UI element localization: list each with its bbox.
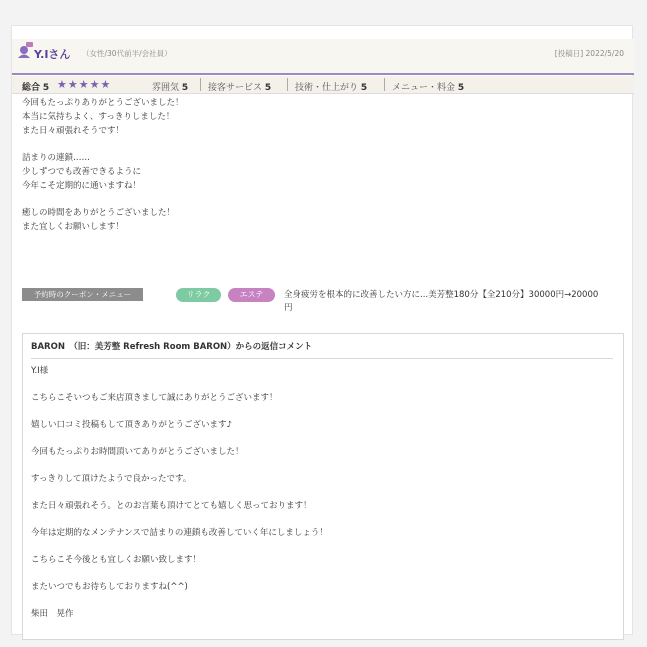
divider xyxy=(384,78,385,91)
rating-service: 接客サービス 5 xyxy=(208,83,272,93)
reply-line: すっきりして頂けたようで良かったです。 xyxy=(31,474,192,484)
reply-box xyxy=(22,333,624,640)
reply-line: 今回もたっぷりお時間頂いてありがとうございました！ xyxy=(31,447,244,457)
star-rating-icon: ★★★★★ xyxy=(57,78,112,91)
ratings-bar xyxy=(12,76,634,94)
reply-line: 嬉しい口コミ投稿もして頂きありがとうございます♪ xyxy=(31,420,232,430)
coupon-row xyxy=(22,288,632,316)
review-body: 今回もたっぷりありがとうございました！ 本当に気持ちよく、すっきりしました！ また日々頑張れそうです！ 詰まりの連鎖…… 少しずつでも改善できるように 今年こそ定期的に通いますね！ 癒しの時間をありがとうございました！ また宜しくお願いします！ xyxy=(22,98,184,233)
tag-relax: リラク xyxy=(176,288,221,302)
reply-line: こちらこそいつもご来店頂きまして誠にありがとうございます！ xyxy=(31,393,278,403)
posted-date: [投稿日] 2022/5/20 xyxy=(554,49,624,58)
reply-body xyxy=(31,365,616,635)
rating-atmosphere: 雰囲気 5 xyxy=(152,83,189,93)
reply-signature: 柴田 晃作 xyxy=(31,609,74,619)
reply-line: 今年は定期的なメンテナンスで詰まりの連鎖も改善していく年にしましょう！ xyxy=(31,528,328,538)
reply-line: Y.I様 xyxy=(31,366,49,376)
tag-esthe: エステ xyxy=(228,288,275,302)
review-card xyxy=(11,25,633,635)
coupon-menu-link[interactable]: 全身疲労を根本的に改善したい方に...美芳整180分【全210分】30000円→20000 円 xyxy=(284,290,599,313)
reply-line: こちらこそ今後とも宜しくお願い致します！ xyxy=(31,555,202,565)
reviewer-name[interactable]: Y.Iさん xyxy=(34,48,71,61)
reviewer-profile: （女性/30代前半/会社員） xyxy=(82,49,172,58)
reply-line: またいつでもお待ちしておりますね(^^) xyxy=(31,582,188,592)
reply-line: また日々頑張れそう。とのお言葉も頂けてとても嬉しく思っております！ xyxy=(31,501,312,511)
rating-technique: 技術・仕上がり 5 xyxy=(295,83,368,93)
divider xyxy=(287,78,288,91)
user-icon xyxy=(17,42,33,58)
rating-menu-price: メニュー・料金 5 xyxy=(392,83,465,93)
overall-value: 5 xyxy=(42,83,50,93)
overall-label: 総合 xyxy=(22,83,41,93)
coupon-label: 予約時のクーポン・メニュー xyxy=(22,288,143,301)
reply-title: BARON （旧：美芳整 Refresh Room BARON）からの返信コメント xyxy=(31,340,613,359)
review-header xyxy=(12,39,634,75)
divider xyxy=(200,78,201,91)
